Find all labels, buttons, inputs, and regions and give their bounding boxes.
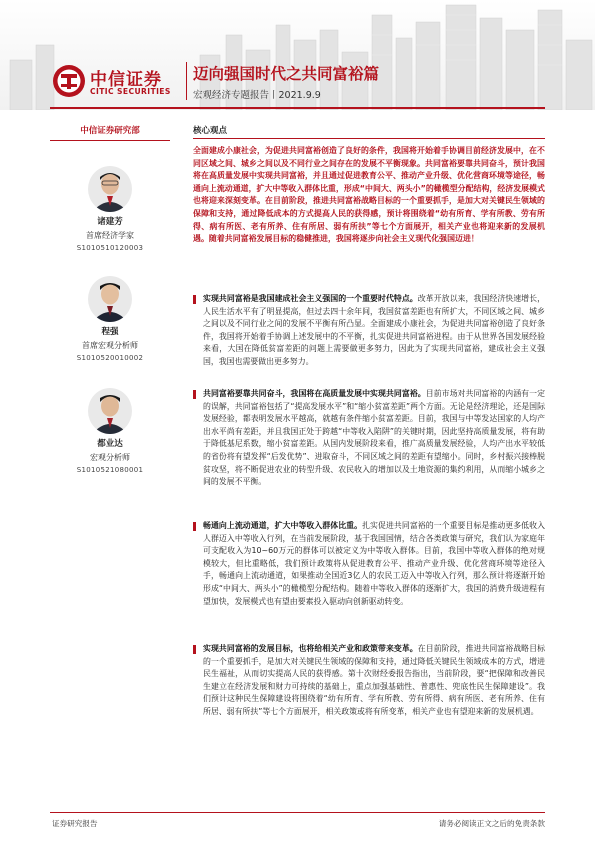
analyst-name: 诸建芳: [97, 217, 123, 227]
paragraph-body: 在目前阶段，推进共同富裕战略目标的一个重要抓手，是加大对关键民生领域的保障和支持，通过降低关键民生领域成本的方式，增进民生福祉，从而切实提高人民的获得感。第十次财经委报告指出，当前阶段，要“把保障和改善民生建立在经济发展和财力可持续的基础上，重点加强基础性、普惠性、兜底性民生保障建设”。我们预计这种民生保障建设将围绕着“幼有所育、学有所教、劳有所得、病有所医、老有所养、住有所居、弱有所扶”等七个方面展开，相关政策或将有所变革，相关产业也有望迎来新的发展机遇。: [203, 644, 545, 716]
report-subtitle: 宏观经济专题报告丨2021.9.9: [193, 90, 321, 101]
analyst-name: 都业达: [97, 439, 123, 449]
bullet-marker: [193, 390, 196, 399]
bullet-marker: [193, 522, 196, 531]
key-point-paragraph: [193, 520, 545, 608]
paragraph-lead: 实现共同富裕是我国建成社会主义强国的一个重要时代特点。: [203, 294, 418, 303]
bullet-marker: [193, 295, 196, 304]
logo-english-name: CITIC SECURITIES: [90, 87, 171, 96]
analyst-card: [50, 388, 170, 474]
research-department: 中信证券研究部: [50, 124, 170, 141]
paragraph-body: 改革开放以来，我国经济快速增长，人民生活水平有了明显提高，但过去四十余年间，我国贫富差距也有所扩大，不同区域之间、城乡之间以及不同行业之间的发展不平衡有所凸显。全面建成小康社会，为促进共同富裕创造了良好条件，我国将开始着手协调上述发展中的不平衡，扎实促进共同富裕进程。由于从世界各国发展经验来看，大国在降低贫富差距的问题上需要做更多努力，因此为了实现共同富裕，建成社会主义强国，我国也需要做出更多努力。: [203, 294, 545, 366]
analyst-role: 首席经济学家: [86, 231, 134, 240]
paragraph-body: 扎实促进共同富裕的一个重要目标是推动更多低收入人群迈入中等收入行列，在当前发展阶段，基于我国国情，结合各类政策与研究，我们认为家庭年可支配收入为10~60万元的群体可以被定义为中等收入群体。目前，我国中等收入群体的绝对规模较大，但比重略低，我们预计政策将从促进教育公平、推动产业升级、优化营商环境等途径入手，畅通向上流动通道，如果推动全国近3亿人的农民工迈入中等收入行列，那么预计将逐渐开始形成“中间大、两头小”的橄榄型分配结构。随着中等收入群体的逐渐扩大，我国的消费升级进程有望加快，发展模式也有望由要素投入驱动向创新驱动转变。: [203, 521, 545, 606]
key-point-paragraph: [193, 293, 545, 369]
header-divider: [186, 62, 187, 100]
company-logo: [52, 62, 184, 102]
avatar: [88, 388, 132, 434]
summary-text: 全面建成小康社会，为促进共同富裕创造了良好的条件，我国将开始着手协调目前经济发展中，在不同区域之间、城乡之间以及不同行业之间存在的发展不平衡现象。共同富裕要靠共同奋斗，预计我国将在高质量发展中实现共同富裕，并且通过促进教育公平、推动产业升级、优化营商环境等途径，畅通向上流动通道，扩大中等收入群体比重，形成“中间大、两头小”的橄榄型分配结构，经济发展模式也将迎来深刻变革。在目前阶段，推进共同富裕战略目标的一个重要抓手，是加大对关键民生领域的保障和支持，通过降低成本的方式提高人民的获得感，预计将围绕着“幼有所育、学有所教、劳有所得、病有所医、老有所养、住有所居、弱有所扶”等七个方面展开，相关产业也将迎来新的发展机遇。随着共同富裕发展目标的稳健推进，我国将逐步向社会主义现代化强国迈进！: [193, 146, 545, 244]
paragraph-lead: 实现共同富裕的发展目标，也将给相关产业和政策带来变革。: [203, 644, 418, 653]
avatar: [88, 276, 132, 322]
analyst-role: 宏观分析师: [90, 453, 130, 462]
paragraph-lead: 畅通向上流动通道，扩大中等收入群体比重。: [203, 521, 363, 530]
analyst-photo-icon: [88, 166, 132, 212]
analyst-card: [50, 276, 170, 362]
header-rule: [50, 107, 545, 109]
analyst-license-id: S1010521080001: [76, 466, 144, 474]
analyst-license-id: S1010520010002: [76, 354, 144, 362]
avatar: [88, 166, 132, 212]
footer-disclaimer-note: 请务必阅读正文之后的免责条款: [438, 819, 545, 828]
analyst-license-id: S1010510120003: [76, 244, 144, 252]
core-views-heading: 核心观点: [193, 126, 228, 136]
logo-chinese-name: 中信证券: [90, 70, 162, 90]
key-point-paragraph: [193, 643, 545, 719]
core-views-rule: [193, 138, 545, 139]
analyst-name: 程强: [101, 327, 119, 337]
footer-rule: [50, 812, 545, 813]
paragraph-body: 目前市场对共同富裕的内涵有一定的误解，共同富裕包括了“提高发展水平”和“缩小贫富差距”两个方面。无论是经济理论，还是国际发展经验，都表明发展水平越高，就越有条件缩小贫富差距。目前，我国与中等发达国家的人均产出水平尚有差距，并且我国正处于跨越“中等收入陷阱”的关键时期，因此坚持高质量发展，将有助于降低基尼系数，缩小贫富差距。从国内发展阶段来看，推广高质量发展经验，人均产出水平较低的省份将有望发挥“后发优势”、进取奋斗，不同区域之间的差距有望缩小。同时，乡村振兴接棒脱贫攻坚，将不断促进农业的转型升级、农民收入的增加以及土地资源的集约利用，从而缩小城乡之间的发展不平衡。: [203, 389, 545, 487]
citic-logo-icon: [52, 64, 86, 98]
analyst-photo-icon: [88, 276, 132, 322]
analyst-card: [50, 166, 170, 252]
key-point-paragraph: [193, 388, 545, 489]
paragraph-lead: 共同富裕要靠共同奋斗，我国将在高质量发展中实现共同富裕。: [203, 389, 426, 398]
report-title: 迈向强国时代之共同富裕篇: [193, 65, 380, 83]
footer-report-type: 证券研究报告: [52, 819, 98, 828]
analyst-photo-icon: [88, 388, 132, 434]
bullet-marker: [193, 645, 196, 654]
analyst-role: 首席宏观分析师: [82, 341, 138, 350]
analyst-sidebar: [50, 124, 185, 474]
